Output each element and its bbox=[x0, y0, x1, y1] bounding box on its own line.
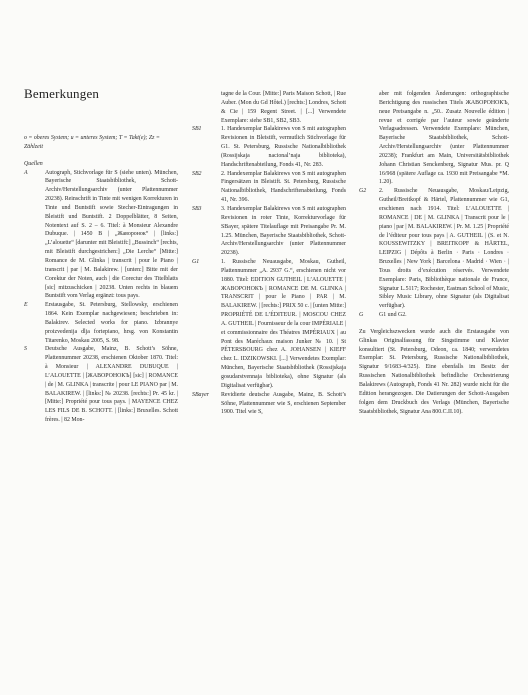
source-siglum: SB3 bbox=[192, 205, 202, 212]
source-entry-s bbox=[24, 345, 178, 425]
continuation bbox=[359, 90, 509, 187]
source-description: 2. Russische Neuausgabe, Moskau/Leipzig, Gutheil/Breitkopf & Härtel, Plattennummer wie G1, erschienen nach 1914. Titel: L’ALOUETTE | ROMANCE | DE | M. GLINKA | Transcrit pour le | piano | par | M. BALAKIREW. | Pr. M. 1.25 | Propriété de l’éditeur pour tous pays | A. GUTHEIL | (S. et N. KOUSSEWITZKY | BREITKOPF & HÄRTEL, LEIPZIG | Dépôts à Berlin · Paris · Londres · Bruxelles | New York | Barcelona · Madrid · Wien · | Tous droits d’exécution réservés. Verwendete Exemplare: Paris, Bibliothèque nationale de France, Signatur L.5117; Rochester, Eastman School of Music, Sibley Music Library, ohne Signatur (als Digitalisat verfügbar). bbox=[379, 188, 509, 310]
source-siglum: A bbox=[24, 169, 28, 176]
source-siglum: G1 bbox=[192, 259, 200, 266]
source-description: Revidierte deutsche Ausgabe, Mainz, B. Schott’s Söhne, Plattennummer wie S, erschienen September 1900. Titel wie S, bbox=[221, 391, 346, 416]
continuation bbox=[192, 90, 346, 125]
source-siglum: G2 bbox=[359, 188, 367, 195]
source-siglum: SB2 bbox=[192, 170, 202, 177]
source-entry-sbayer bbox=[192, 391, 346, 418]
source-entry-a bbox=[24, 169, 178, 302]
source-siglum: S bbox=[24, 346, 27, 353]
source-entry-sb3 bbox=[192, 205, 346, 258]
source-entry-g bbox=[359, 311, 509, 320]
paragraph-gap bbox=[359, 320, 509, 328]
column-1-body bbox=[24, 134, 178, 425]
source-description: Deutsche Ausgabe, Mainz, B. Schott’s Söhne, Plattennummer 20238, erschienen Oktober 1870. Titel: à Monsieur | ALEXANDRE DUBUQUE | L’ALOUETTE | [ЖАВОРОНОКЪ] [sic] | ROMANCE | de | M. GLINKA | transcrite | pour LE PIANO par | M. BALAKIREW. | [links:] № 20238. [rechts:] Pr. 45 kr. | [Mitte:] Propriété pour tous pays. | MAYENCE CHEZ LES FILS DE B. SCHOTT. | [links:] Bruxelles. Schott frères. | 82 Mon- bbox=[45, 346, 178, 424]
source-siglum: SB1 bbox=[192, 126, 202, 133]
source-description: Erstausgabe, St. Petersburg, Stellowsky, erschienen 1864. Kein Exemplar nachgewiesen; beschrieben in: Balakirev. Selected works for piano. Izbrannye proizvedenija dlja fortepiano, hrsg. von Konstantin Titarenko, Moskau 2005, S. 98. bbox=[45, 302, 178, 344]
abbreviation-legend: o = oberes System; u = unteres System; T = Takt(e); Zz = Zählzeit bbox=[24, 135, 160, 150]
source-description: 3. Handexemplar Balakirews von S mit autographen Revisionen in roter Tinte, Korrekturvorlage für SBayer, spätere Titelauflage mit Preisangabe Pr. M. 1.25. München, Bayerische Staatsbibliothek, Schott-Archiv/Herstellungsarchiv (unter Plattennummer 20238). bbox=[221, 205, 346, 257]
source-description: 1. Handexemplar Balakirews von S mit autographen Revisionen in Bleistift, vermutlich Stichvorlage für G1. St. Petersburg, Russische Nationalbibliothek (Rossijskaja nacional’naja biblioteka), Handschriftenabteilung, Fonds 41, Nr. 283. bbox=[221, 126, 346, 168]
source-entry-sb1 bbox=[192, 125, 346, 169]
source-description: Autograph, Stichvorlage für S (siehe unten). München, Bayerische Staatsbibliothek, Schott-Archiv/Herstellungsarchiv (unter Plattennummer 20238). Reinschrift in Tinte mit wenigen Korrekturen in Tinte und Buntstift sowie Stecher-Eintragungen in Bleistift und Buntstift. 2 Doppelblätter, 8 Seiten, Notentext auf S. 2 – 6. Titel: à Monsieur Alexandre Dubuque. | 1450 B | „Жаворонок“ | [links:] „L’alouette“ [darunter mit Bleistift:] „Bussinch“ [rechts, mit Bleistift durchgestrichen:] „Die Lerche“ [Mitte:] Romance de M. Glinka | transcrit | pour le Piano | transcrit | par | M. Balakirew. | [unten:] Bitte mit der Corektur der Noten, auch | die Corectur des Titelblatts [sic] mitzuschicken | 20238. Unten rechts in blauem Buntstift vom Verlag ergänzt: tous pays. bbox=[45, 169, 178, 300]
source-description: 1. Russische Neuausgabe, Moskau, Gutheil, Plattennummer „A. 2937 G.“, erschienen nicht vor 1880. Titel: EDITION GUTHEIL | L’ALOUETTE | ЖАВОРОНОКЪ | ROMANCE DE M. GLINKA | TRANSCRIT | pour le Piano | PAR | M. BALAKIREW. | [rechts:] PRIX 50 c. | [unten Mitte:] PROPRIÉTÉ DE L’ÉDITEUR. | MOSCOU CHEZ A. GUTHEIL | Fournisseur de la cour IMPÉRIALE | et commissionnaire des Théatres IMPÉRIAUX | au Pont des Maréchaux maison Junker № 10. | St PÉTERSBOURG chez A. JOHANSEN | KIEFF chez L. IDZIKOWSKI. [...] Verwendetes Exemplar: München, Bayerische Staatsbibliothek (Rossijskaja gosudarstvennaja biblioteka), ohne Signatur (als Digitalisat verfügbar). bbox=[221, 259, 346, 389]
continuation-text: aber mit folgenden Änderungen: orthographische Berichtigung des russischen Titels ЖАВОРОНОКЪ, neue Preisangabe n. „50.. Zusatz Nouvelle édition | revue et corrigée par l’auteur sowie geänderte Verlagsadressen. Verwendete Exemplare: München, Bayerische Staatsbibliothek, Schott-Archiv/Herstellungsarchiv (unter Plattennummer 20238); Frankfurt am Main, Universitätsbibliothek Johann Christian Senckenberg, Signatur Mus. pr. Q 16/968 (spätere Auflage ca. 1930 mit Preisangabe *M. 1.20). bbox=[379, 91, 509, 186]
column-2 bbox=[192, 90, 346, 417]
source-description: 2. Handexemplar Balakirews von S mit autographen Fingersätzen in Bleistift. St. Petersburg, Russische Nationalbibliothek, Handschriftenabteilung, Fonds 41, Nr. 396. bbox=[221, 170, 346, 204]
source-siglum: E bbox=[24, 302, 28, 309]
source-description: G1 und G2. bbox=[379, 312, 407, 319]
source-entry-g2 bbox=[359, 187, 509, 311]
column-3 bbox=[359, 90, 509, 416]
page-title: Bemerkungen bbox=[24, 86, 100, 101]
source-entry-sb2 bbox=[192, 170, 346, 205]
closing-paragraph: Zu Vergleichszwecken wurde auch die Erstausgabe von Glinkas Originalfassung für Singstimme und Klavier konsultiert (St. Petersburg, Odeon, ca. 1840; verwendetes Exemplar: St. Petersburg, Russische Nationalbibliothek, Signatur 9/1683-4/325). Eine ebenfalls im Besitz der Russischen Nationalbibliothek befindliche Orchestrierung Balakirews (Autograph, Fonds 41 Nr. 282) wurde nicht für die Edition herangezogen. Die Datierungen der Schott-Ausgaben folgen dem Druckbuch des Verlags (München, Bayerische Staatsbibliothek, Signatur Ana 800.C.II.10). bbox=[359, 328, 509, 415]
source-entry-e bbox=[24, 301, 178, 345]
source-siglum: G bbox=[359, 312, 364, 319]
source-siglum: SBayer bbox=[192, 391, 210, 398]
source-entry-g1 bbox=[192, 258, 346, 391]
continuation-text: tagne de la Cour. [Mitte:] Paris Maison Schott, | Rue Auber. (Mon du Gd Hôtel.) [rechts:] Londres, Schott & Cie | 159 Regent Street. | [...] Verwendete Exemplare: siehe SB1, SB2, SB3. bbox=[221, 91, 346, 124]
sources-heading: Quellen bbox=[24, 160, 43, 167]
